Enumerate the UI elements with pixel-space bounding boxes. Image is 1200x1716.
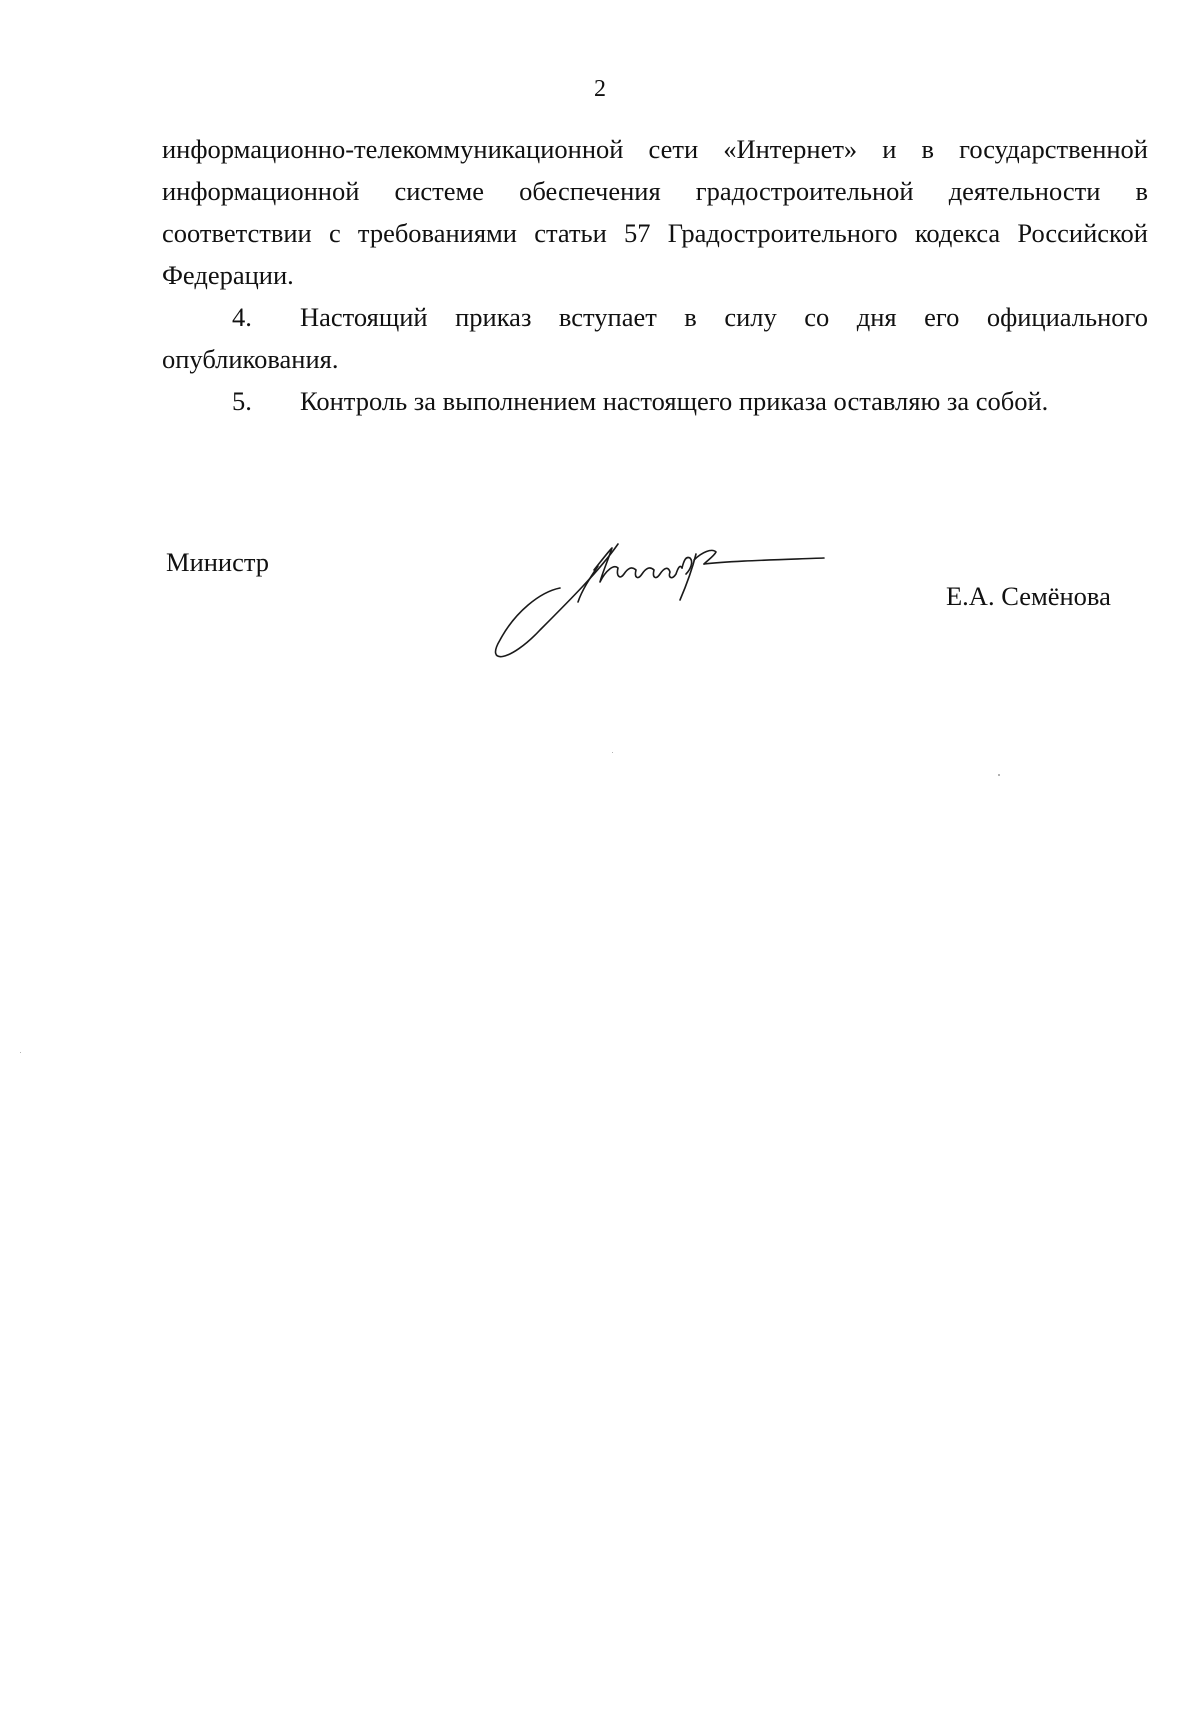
page-number: 2 — [594, 76, 606, 102]
item-4-text: Настоящий приказ вступает в силу со дня его официального опубликования. — [162, 302, 1148, 374]
signer-position: Министр — [166, 547, 270, 577]
scan-speck — [20, 1052, 21, 1053]
handwritten-signature — [490, 530, 830, 670]
item-5-text: Контроль за выполнением настоящего приказа оставляю за собой. — [300, 386, 1049, 416]
scan-speck — [612, 752, 613, 753]
item-5-number: 5. — [232, 386, 252, 416]
signer-name: Е.А. Семёнова — [946, 581, 1111, 611]
paragraph-continuation: информационно-телекоммуникационной сети «Интернет» и в государственной информационной системе обеспечения градостроительной деятельности в соответствии с требованиями статьи 57 Градостроительного кодекса Российской Федерации. — [162, 134, 1148, 290]
scan-speck — [998, 774, 1000, 776]
signature-block — [0, 0, 1200, 700]
item-4-number: 4. — [232, 302, 252, 332]
